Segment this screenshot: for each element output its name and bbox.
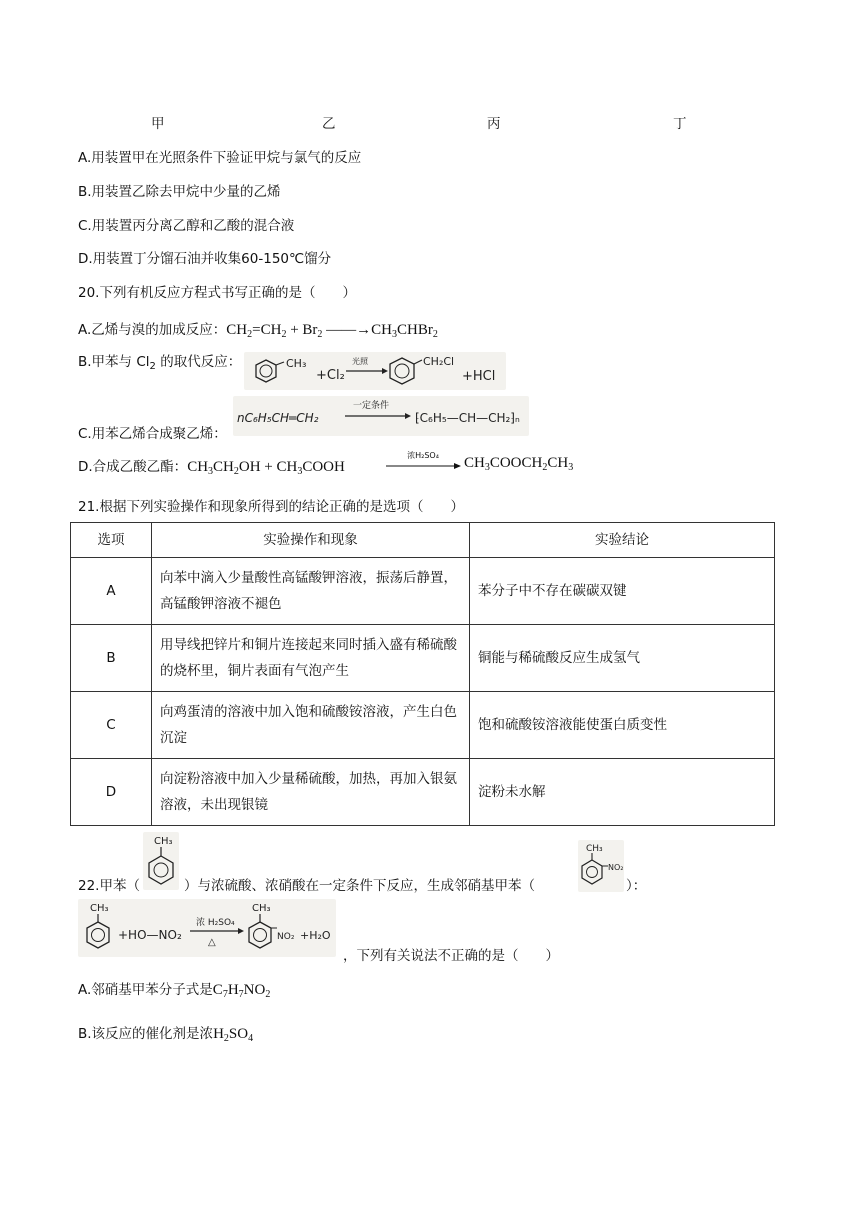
q22-option-b (78, 1022, 253, 1044)
q21-row-operation: 向淀粉溶液中加入少量稀硫酸，加热，再加入银氨溶液，未出现银镜 (152, 759, 470, 826)
q21-row-conclusion: 苯分子中不存在碳碳双键 (470, 558, 775, 625)
q22-reaction-product-nitro: NO₂ (277, 932, 295, 942)
q22-reaction-water: +H₂O (300, 929, 331, 942)
q20-option-d-product: $CH_3COOCH_2CH_3$ (464, 455, 574, 473)
table-row (71, 759, 775, 826)
q20-option-c: C.用苯乙烯合成聚乙烯： (78, 426, 227, 442)
q20-b-byproduct-text: +HCl (462, 369, 496, 384)
q21-header-conclusion: 实验结论 (470, 523, 775, 558)
q22-nitro-group-text: NO₂ (608, 863, 624, 872)
q22-reaction-condition-top: 浓 H₂SO₄ (196, 918, 235, 928)
q22-nitro-methyl-text: CH₃ (586, 844, 603, 854)
q20-option-a-label: A.乙烯与溴的加成反应： (78, 322, 227, 338)
q21-row-option: C (71, 692, 152, 759)
q21-header-option: 选项 (71, 523, 152, 558)
q22-stem-part1: 22.甲苯（ (78, 878, 140, 894)
apparatus-label-jia: 甲 (151, 116, 165, 132)
q20-b-cl2-text: +Cl₂ (316, 368, 345, 383)
q20-c-product-text: ⁅C₆H₅—CH—CH₂⁆ₙ (415, 411, 520, 425)
q21-row-conclusion: 淀粉未水解 (470, 759, 775, 826)
table-row (71, 558, 775, 625)
q20-option-b-label: B.甲苯与 Cl (78, 354, 150, 370)
q22-reaction-product-methyl: CH₃ (252, 903, 271, 914)
q20-c-reactant-text: nC₆H₅CH═CH₂ (237, 411, 319, 425)
q21-row-option: B (71, 625, 152, 692)
q20-option-d (78, 455, 345, 477)
q21-table-header-row (71, 523, 775, 558)
q22-option-a-label: A.邻硝基甲苯分子式是 (78, 982, 213, 998)
q19-option-a: A.用装置甲在光照条件下验证甲烷与氯气的反应 (78, 150, 362, 166)
q21-stem: 21.根据下列实验操作和现象所得到的结论正确的是选项（ ） (78, 499, 464, 515)
q21-table (70, 522, 775, 826)
q22-reaction-methyl-text: CH₃ (90, 903, 109, 914)
q22-stem-part3: ）： (626, 878, 647, 894)
q22-toluene-image (143, 832, 179, 890)
q22-stem-part4: ，下列有关说法不正确的是（ ） (343, 948, 559, 964)
q19-option-c: C.用装置丙分离乙醇和乙酸的混合液 (78, 218, 295, 234)
q20-option-b-sub: 2 (149, 361, 156, 372)
q20-option-d-reactants: $CH_3CH_2OH$ + $CH_3COOH$ (187, 459, 345, 477)
q22-option-b-formula: $H_2SO_4$ (213, 1026, 254, 1044)
q21-row-operation: 向苯中滴入少量酸性高锰酸钾溶液，振荡后静置，高锰酸钾溶液不褪色 (152, 558, 470, 625)
q20-option-d-arrow (384, 451, 462, 473)
apparatus-label-yi: 乙 (322, 116, 336, 132)
q20-b-product-text: CH₂Cl (423, 355, 455, 368)
q21-row-conclusion: 铜能与稀硫酸反应生成氢气 (470, 625, 775, 692)
table-row (71, 692, 775, 759)
q22-reaction-image (78, 899, 336, 957)
q21-row-operation: 用导线把锌片和铜片连接起来同时插入盛有稀硫酸的烧杯里，铜片表面有气泡产生 (152, 625, 470, 692)
q20-option-b (78, 350, 241, 372)
q20-option-d-label: D.合成乙酸乙酯： (78, 459, 188, 475)
q20-option-a (78, 318, 438, 340)
q21-row-option: A (71, 558, 152, 625)
q20-option-d-condition: 浓H₂SO₄ (407, 451, 439, 460)
q20-option-a-formula: $CH_2=CH_2 + Br_2$ $——\to CH_3CHBr_2$ (226, 322, 438, 340)
q19-option-d: D.用装置丁分馏石油并收集60-150℃馏分 (78, 251, 332, 267)
q20-b-methyl-text: CH₃ (286, 357, 307, 370)
q20-option-c-equation-image (233, 396, 529, 436)
apparatus-label-bing: 丙 (487, 116, 501, 132)
q22-reaction-reagent-text: +HO—NO₂ (118, 928, 182, 942)
q22-stem-part2: ）与浓硫酸、浓硝酸在一定条件下反应，生成邻硝基甲苯（ (184, 878, 535, 894)
q22-option-a (78, 978, 270, 1000)
q20-b-condition-text: 光照 (352, 357, 368, 366)
apparatus-label-ding: 丁 (673, 116, 687, 132)
q22-nitrotoluene-image (578, 840, 624, 892)
q22-option-a-formula: $C_7H_7NO_2$ (212, 982, 271, 1000)
q20-option-b-equation-image (244, 352, 506, 390)
q22-reaction-condition-bottom: △ (208, 937, 216, 948)
q20-c-condition-text: 一定条件 (353, 401, 390, 411)
q22-toluene-methyl-text: CH₃ (154, 836, 173, 847)
q22-option-b-label: B.该反应的催化剂是浓 (78, 1026, 214, 1042)
q21-row-conclusion: 饱和硫酸铵溶液能使蛋白质变性 (470, 692, 775, 759)
q21-row-option: D (71, 759, 152, 826)
q20-stem: 20.下列有机反应方程式书写正确的是（ ） (78, 285, 356, 301)
q20-option-b-label-tail: 的取代反应： (155, 354, 242, 370)
table-row (71, 625, 775, 692)
q21-header-operation: 实验操作和现象 (152, 523, 470, 558)
q21-row-operation: 向鸡蛋清的溶液中加入饱和硫酸铵溶液，产生白色沉淀 (152, 692, 470, 759)
q19-option-b: B.用装置乙除去甲烷中少量的乙烯 (78, 184, 281, 200)
